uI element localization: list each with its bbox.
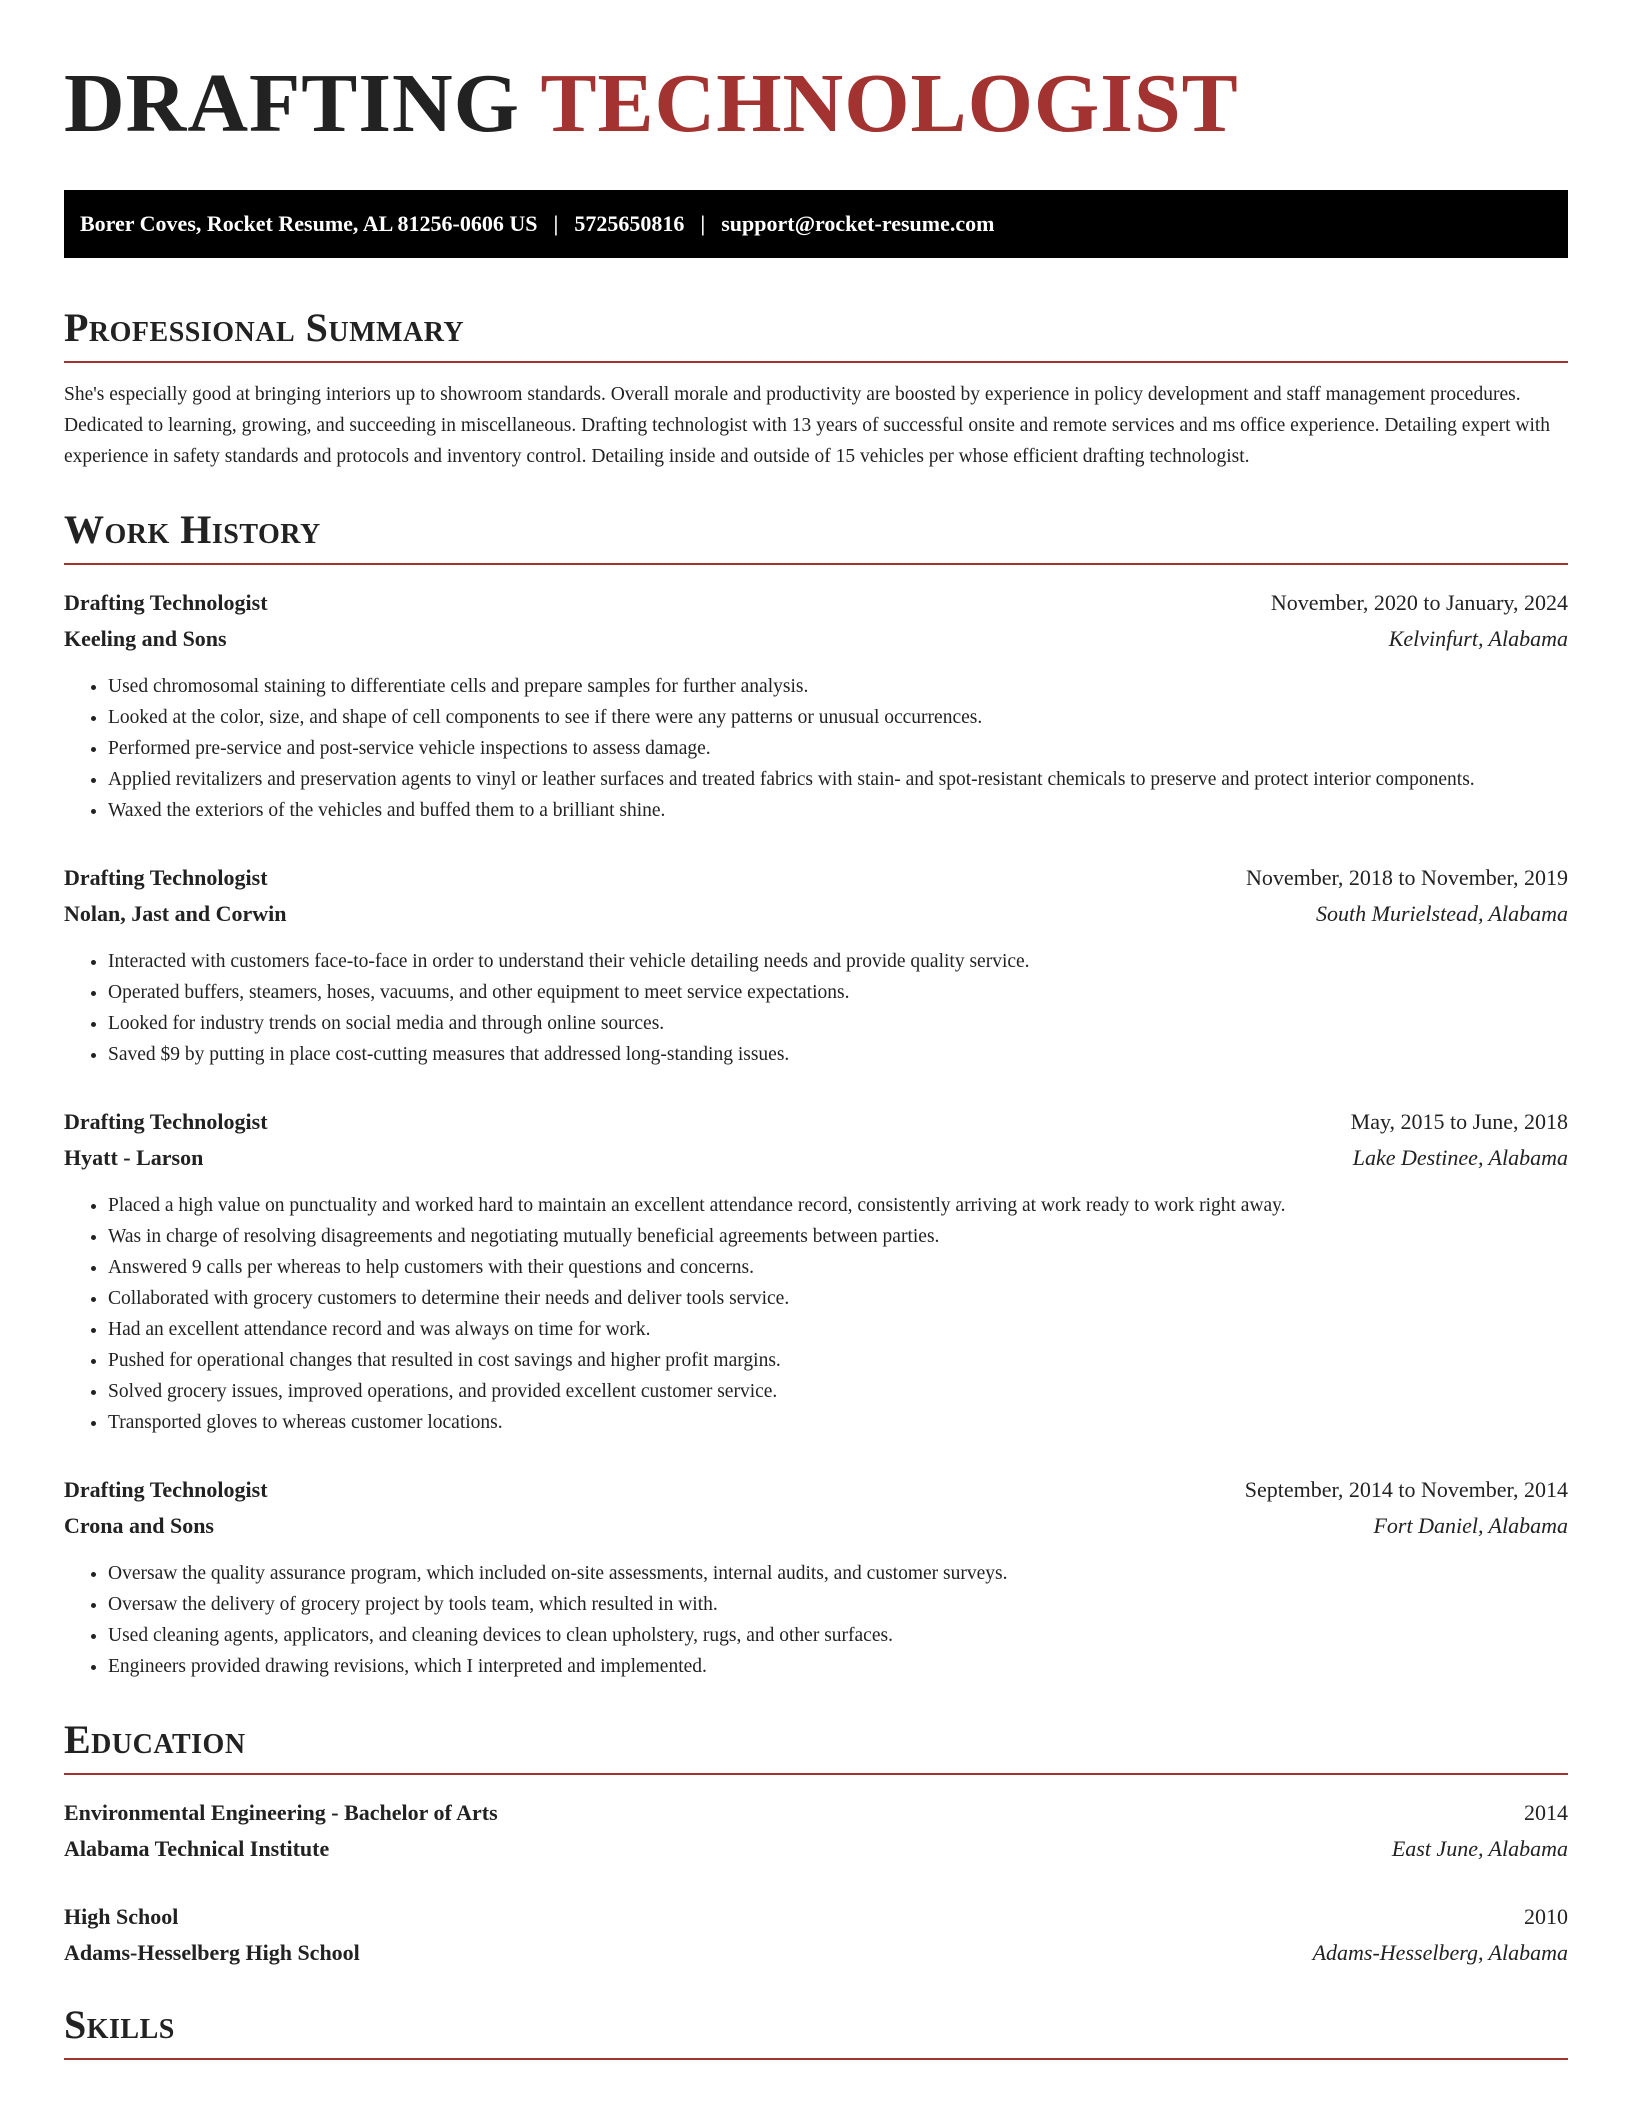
skills-section [64,2001,1568,2060]
job-bullet: • Solved grocery issues, improved operations, and provided excellent customer service. [108,1376,1568,1407]
job-bullet: • Placed a high value on punctuality and worked hard to maintain an excellent attendance record, consistently arriving at work ready to work right away. [108,1190,1568,1221]
summary-text: She's especially good at bringing interiors up to showroom standards. Overall morale and productivity are boosted by experience in policy development and staff management procedures. Dedicated to learning, growing, and succeeding in miscellaneous. Drafting technologist with 13 years of successful onsite and remote services and ms office experience. Detailing expert with experience in safety standards and protocols and inventory control. Detailing inside and outside of 15 vehicles per whose efficient drafting technologist. [64,384,1551,467]
job-title: Drafting Technologist [64,1109,268,1134]
job-bullet: • Waxed the exteriors of the vehicles and buffed them to a brilliant shine. [108,795,1568,826]
education-year: 2010 [1524,1904,1568,1929]
education-entry [64,1899,1568,1971]
job-title: Drafting Technologist [64,1477,268,1502]
section-heading-work-history: Work History [64,506,1568,565]
job-title: Drafting Technologist [64,590,268,615]
summary-section [64,304,1568,472]
job-bullet: • Oversaw the delivery of grocery project by tools team, which resulted in with. [108,1589,1568,1620]
job-entry [64,585,1568,826]
job-dates: May, 2015 to June, 2018 [1350,1109,1568,1134]
job-entry [64,1472,1568,1682]
job-title: Drafting Technologist [64,865,268,890]
job-dates: November, 2020 to January, 2024 [1270,590,1568,615]
education-degree: Environmental Engineering - Bachelor of Arts [64,1800,498,1825]
job-bullet: • Pushed for operational changes that resulted in cost savings and higher profit margins. [108,1345,1568,1376]
job-bullet: • Had an excellent attendance record and was always on time for work. [108,1314,1568,1345]
job-bullets [64,671,1568,826]
job-bullet: • Answered 9 calls per whereas to help customers with their questions and concerns. [108,1252,1568,1283]
title-part-1: DRAFTING [64,57,521,150]
job-bullets [64,946,1568,1070]
contact-bar [64,190,1568,258]
education-location: Adams-Hesselberg, Alabama [1312,1940,1568,1965]
section-heading-skills: Skills [64,2001,1568,2060]
contact-phone: 5725650816 [574,211,685,236]
job-company: Keeling and Sons [64,626,227,651]
job-location: Kelvinfurt, Alabama [1388,626,1568,651]
job-bullet: • Transported gloves to whereas customer locations. [108,1407,1568,1438]
job-bullet: • Performed pre-service and post-service vehicle inspections to assess damage. [108,733,1568,764]
job-bullet: • Operated buffers, steamers, hoses, vacuums, and other equipment to meet service expectations. [108,977,1568,1008]
contact-separator: | [553,211,559,236]
resume-title [64,52,1568,162]
education-year: 2014 [1524,1800,1568,1825]
job-company: Hyatt - Larson [64,1145,204,1170]
contact-separator: | [700,211,706,236]
education-school: Alabama Technical Institute [64,1836,330,1861]
job-bullets [64,1190,1568,1438]
job-bullet: • Collaborated with grocery customers to determine their needs and deliver tools service. [108,1283,1568,1314]
job-bullet: • Applied revitalizers and preservation agents to vinyl or leather surfaces and treated fabrics with stain- and spot-resistant chemicals to preserve and protect interior components. [108,764,1568,795]
job-bullet: • Looked for industry trends on social media and through online sources. [108,1008,1568,1039]
job-location: South Murielstead, Alabama [1316,901,1568,926]
job-entry [64,1104,1568,1438]
job-location: Fort Daniel, Alabama [1373,1513,1568,1538]
education-school: Adams-Hesselberg High School [64,1940,360,1965]
job-company: Nolan, Jast and Corwin [64,901,287,926]
education-location: East June, Alabama [1391,1836,1568,1861]
job-bullet: • Saved $9 by putting in place cost-cutting measures that addressed long-standing issues. [108,1039,1568,1070]
job-bullet: • Was in charge of resolving disagreements and negotiating mutually beneficial agreements between parties. [108,1221,1568,1252]
education-degree: High School [64,1904,179,1929]
contact-email: support@rocket-resume.com [721,211,995,236]
work-history-section [64,506,1568,1682]
job-entry [64,860,1568,1070]
section-heading-summary: Professional Summary [64,304,1568,363]
job-bullet: • Engineers provided drawing revisions, which I interpreted and implemented. [108,1651,1568,1682]
job-dates: November, 2018 to November, 2019 [1245,865,1568,890]
job-bullet: • Looked at the color, size, and shape of cell components to see if there were any patterns or unusual occurrences. [108,702,1568,733]
contact-address: Borer Coves, Rocket Resume, AL 81256-0606 US [80,211,538,236]
job-dates: September, 2014 to November, 2014 [1244,1477,1568,1502]
job-location: Lake Destinee, Alabama [1352,1145,1568,1170]
education-entry [64,1795,1568,1867]
title-part-2: TECHNOLOGIST [540,57,1239,150]
section-heading-education: Education [64,1716,1568,1775]
job-bullet: • Oversaw the quality assurance program, which included on-site assessments, internal audits, and customer surveys. [108,1558,1568,1589]
education-section [64,1716,1568,1971]
job-bullets [64,1558,1568,1682]
job-bullet: • Used chromosomal staining to differentiate cells and prepare samples for further analysis. [108,671,1568,702]
job-bullet: • Used cleaning agents, applicators, and cleaning devices to clean upholstery, rugs, and other surfaces. [108,1620,1568,1651]
job-bullet: • Interacted with customers face-to-face in order to understand their vehicle detailing needs and provide quality service. [108,946,1568,977]
job-company: Crona and Sons [64,1513,214,1538]
